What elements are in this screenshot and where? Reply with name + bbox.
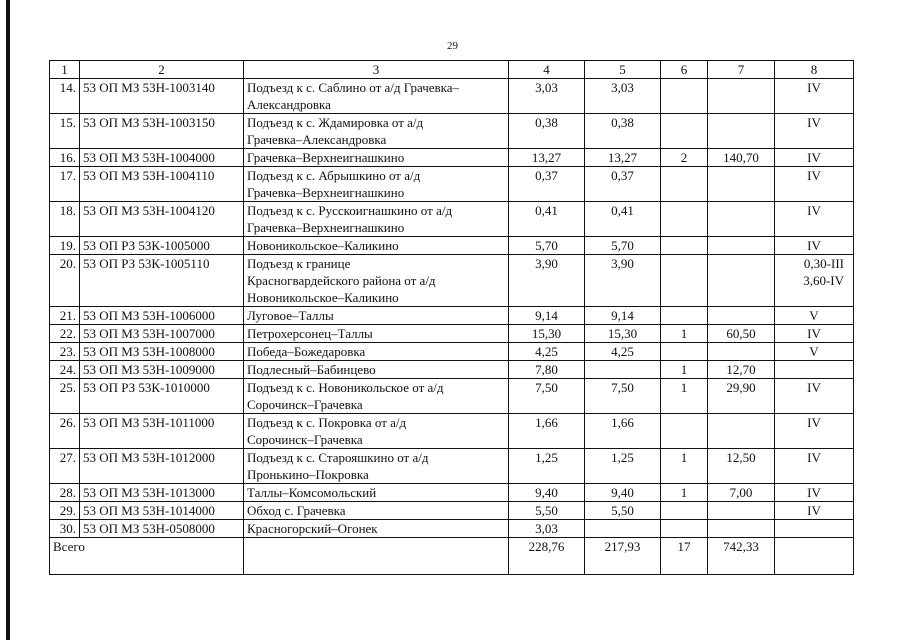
road-code: 53 ОП МЗ 53Н-1007000 <box>80 325 244 343</box>
length-total: 13,27 <box>509 149 585 167</box>
road-code: 53 ОП МЗ 53Н-1003140 <box>80 79 244 114</box>
row-number: 22. <box>50 325 80 343</box>
table-row <box>50 484 854 502</box>
total-bridges-count: 17 <box>661 538 708 575</box>
road-name-line: Подъезд к с. Новоникольское от а/д <box>247 380 444 395</box>
road-category <box>775 414 854 449</box>
road-name <box>244 414 509 449</box>
road-name <box>244 343 509 361</box>
row-number: 28. <box>50 484 80 502</box>
page-number: 29 <box>447 40 458 52</box>
table-row <box>50 307 854 325</box>
total-label: Всего <box>50 538 244 575</box>
length-surfaced: 15,30 <box>585 325 661 343</box>
length-surfaced: 9,40 <box>585 484 661 502</box>
road-category-value: V <box>809 308 819 323</box>
table-row <box>50 414 854 449</box>
length-total: 15,30 <box>509 325 585 343</box>
length-total: 9,40 <box>509 484 585 502</box>
bridges-count: 1 <box>661 449 708 484</box>
road-category-value: 0,30-III <box>803 256 844 271</box>
road-name-line: Таллы–Комсомольский <box>247 485 377 500</box>
header-cell: 2 <box>80 61 244 79</box>
road-name-line: Луговое–Таллы <box>247 308 334 323</box>
road-category-value: IV <box>807 485 821 500</box>
road-category <box>775 79 854 114</box>
table-header-row <box>50 61 854 79</box>
row-number: 17. <box>50 167 80 202</box>
total-length-surfaced: 217,93 <box>585 538 661 575</box>
road-name-line: Сорочинск–Грачевка <box>247 397 363 412</box>
row-number: 23. <box>50 343 80 361</box>
bridges-length <box>708 79 775 114</box>
road-category-value: V <box>809 344 819 359</box>
road-code: 53 ОП МЗ 53Н-0508000 <box>80 520 244 538</box>
road-name-line: Александровка <box>247 97 331 112</box>
road-name-line: Подъезд к с. Абрышкино от а/д <box>247 168 421 183</box>
road-category <box>775 502 854 520</box>
road-name <box>244 202 509 237</box>
table-row <box>50 114 854 149</box>
road-name-line: Победа–Божедаровка <box>247 344 366 359</box>
total-length: 228,76 <box>509 538 585 575</box>
road-name-line: Новоникольское–Каликино <box>247 238 399 253</box>
length-surfaced: 5,70 <box>585 237 661 255</box>
header-cell: 8 <box>775 61 854 79</box>
length-total: 1,66 <box>509 414 585 449</box>
road-name-line: Красногвардейского района от а/д <box>247 273 436 288</box>
row-number: 25. <box>50 379 80 414</box>
road-name <box>244 484 509 502</box>
bridges-length <box>708 167 775 202</box>
bridges-length <box>708 502 775 520</box>
total-bridges-length: 742,33 <box>708 538 775 575</box>
length-total: 9,14 <box>509 307 585 325</box>
table-row <box>50 325 854 343</box>
road-name-line: Подъезд к с. Ждамировка от а/д <box>247 115 424 130</box>
road-name <box>244 502 509 520</box>
table-row <box>50 149 854 167</box>
header-cell: 1 <box>50 61 80 79</box>
bridges-count <box>661 307 708 325</box>
header-cell: 4 <box>509 61 585 79</box>
length-surfaced: 3,03 <box>585 79 661 114</box>
road-category <box>775 379 854 414</box>
header-cell: 7 <box>708 61 775 79</box>
road-code: 53 ОП МЗ 53Н-1014000 <box>80 502 244 520</box>
bridges-count: 1 <box>661 484 708 502</box>
table-row <box>50 502 854 520</box>
length-surfaced: 3,90 <box>585 255 661 307</box>
road-category <box>775 361 854 379</box>
row-number: 21. <box>50 307 80 325</box>
bridges-count: 1 <box>661 361 708 379</box>
row-number: 27. <box>50 449 80 484</box>
row-number: 20. <box>50 255 80 307</box>
road-category-value: IV <box>807 503 821 518</box>
bridges-length <box>708 307 775 325</box>
road-name-line: Подъезд к с. Русскоигнашкино от а/д <box>247 203 453 218</box>
length-surfaced: 0,41 <box>585 202 661 237</box>
road-category-value: 3,60-IV <box>803 273 844 288</box>
road-name-line: Подъезд к с. Покровка от а/д <box>247 415 407 430</box>
table-row <box>50 379 854 414</box>
row-number: 26. <box>50 414 80 449</box>
row-number: 29. <box>50 502 80 520</box>
road-name <box>244 449 509 484</box>
road-name-line: Сорочинск–Грачевка <box>247 432 363 447</box>
road-category-value: IV <box>807 415 821 430</box>
table-row <box>50 343 854 361</box>
road-name-line: Подъезд к границе <box>247 256 351 271</box>
road-category <box>775 449 854 484</box>
table-row <box>50 167 854 202</box>
road-name-line: Подлесный–Бабинцево <box>247 362 376 377</box>
road-category <box>775 307 854 325</box>
road-category <box>775 520 854 538</box>
bridges-length: 12,70 <box>708 361 775 379</box>
road-category <box>775 325 854 343</box>
header-cell: 3 <box>244 61 509 79</box>
bridges-length <box>708 202 775 237</box>
length-surfaced: 1,25 <box>585 449 661 484</box>
bridges-count <box>661 343 708 361</box>
table-row <box>50 202 854 237</box>
bridges-count <box>661 237 708 255</box>
row-number: 18. <box>50 202 80 237</box>
road-code: 53 ОП РЗ 53К-1010000 <box>80 379 244 414</box>
road-code: 53 ОП МЗ 53Н-1008000 <box>80 343 244 361</box>
road-name-line: Подъезд к с. Старояшкино от а/д <box>247 450 429 465</box>
bridges-length: 7,00 <box>708 484 775 502</box>
length-total: 0,37 <box>509 167 585 202</box>
bridges-count <box>661 167 708 202</box>
row-number: 19. <box>50 237 80 255</box>
length-surfaced <box>585 361 661 379</box>
road-code: 53 ОП МЗ 53Н-1006000 <box>80 307 244 325</box>
road-code: 53 ОП МЗ 53Н-1012000 <box>80 449 244 484</box>
table-row <box>50 449 854 484</box>
road-name <box>244 307 509 325</box>
row-number: 15. <box>50 114 80 149</box>
road-name-line: Петрохерсонец–Таллы <box>247 326 373 341</box>
table-body <box>50 61 854 575</box>
header-cell: 5 <box>585 61 661 79</box>
table-row <box>50 520 854 538</box>
length-total: 7,50 <box>509 379 585 414</box>
road-name-line: Грачевка–Верхнеигнашкино <box>247 150 405 165</box>
road-name-line: Пронькино–Покровка <box>247 467 369 482</box>
road-category <box>775 167 854 202</box>
length-total: 3,03 <box>509 79 585 114</box>
road-name <box>244 237 509 255</box>
length-total: 3,03 <box>509 520 585 538</box>
bridges-count <box>661 202 708 237</box>
road-category <box>775 202 854 237</box>
road-name <box>244 361 509 379</box>
row-number: 16. <box>50 149 80 167</box>
length-surfaced: 1,66 <box>585 414 661 449</box>
road-name <box>244 167 509 202</box>
bridges-count <box>661 255 708 307</box>
table-row <box>50 255 854 307</box>
bridges-length <box>708 237 775 255</box>
road-name <box>244 79 509 114</box>
length-surfaced: 0,38 <box>585 114 661 149</box>
road-category-value: IV <box>807 80 821 95</box>
table-row <box>50 361 854 379</box>
bridges-count <box>661 414 708 449</box>
bridges-count: 1 <box>661 325 708 343</box>
length-total: 5,70 <box>509 237 585 255</box>
road-code: 53 ОП РЗ 53К-1005110 <box>80 255 244 307</box>
bridges-length <box>708 255 775 307</box>
bridges-length <box>708 520 775 538</box>
road-name-line: Грачевка–Верхнеигнашкино <box>247 220 405 235</box>
road-code: 53 ОП МЗ 53Н-1009000 <box>80 361 244 379</box>
length-surfaced: 13,27 <box>585 149 661 167</box>
road-code: 53 ОП МЗ 53Н-1004120 <box>80 202 244 237</box>
road-category-value: IV <box>807 150 821 165</box>
length-surfaced: 7,50 <box>585 379 661 414</box>
total-row <box>50 538 854 575</box>
row-number: 30. <box>50 520 80 538</box>
road-code: 53 ОП МЗ 53Н-1004000 <box>80 149 244 167</box>
bridges-length: 29,90 <box>708 379 775 414</box>
road-category <box>775 149 854 167</box>
road-name-line: Грачевка–Александровка <box>247 132 387 147</box>
road-code: 53 ОП МЗ 53Н-1004110 <box>80 167 244 202</box>
bridges-length: 140,70 <box>708 149 775 167</box>
road-name <box>244 520 509 538</box>
road-code: 53 ОП МЗ 53Н-1011000 <box>80 414 244 449</box>
bridges-length: 60,50 <box>708 325 775 343</box>
road-category-value: IV <box>807 203 821 218</box>
row-number: 24. <box>50 361 80 379</box>
road-name-line: Грачевка–Верхнеигнашкино <box>247 185 405 200</box>
length-surfaced: 9,14 <box>585 307 661 325</box>
road-name <box>244 149 509 167</box>
length-total: 1,25 <box>509 449 585 484</box>
total-empty <box>244 538 509 575</box>
row-number: 14. <box>50 79 80 114</box>
road-name-line: Обход с. Грачевка <box>247 503 346 518</box>
road-name <box>244 325 509 343</box>
road-category <box>775 237 854 255</box>
road-category-value: IV <box>807 168 821 183</box>
road-category <box>775 255 854 307</box>
road-name <box>244 379 509 414</box>
bridges-count <box>661 520 708 538</box>
bridges-count: 2 <box>661 149 708 167</box>
road-name-line: Новоникольское–Каликино <box>247 290 399 305</box>
road-category <box>775 484 854 502</box>
total-category-empty <box>775 538 854 575</box>
road-code: 53 ОП РЗ 53К-1005000 <box>80 237 244 255</box>
road-category-value: IV <box>807 238 821 253</box>
table-row <box>50 237 854 255</box>
bridges-count <box>661 502 708 520</box>
road-code: 53 ОП МЗ 53Н-1003150 <box>80 114 244 149</box>
length-surfaced: 5,50 <box>585 502 661 520</box>
road-name-line: Красногорский–Огонек <box>247 521 378 536</box>
road-code: 53 ОП МЗ 53Н-1013000 <box>80 484 244 502</box>
length-total: 0,38 <box>509 114 585 149</box>
bridges-length <box>708 343 775 361</box>
bridges-length: 12,50 <box>708 449 775 484</box>
length-surfaced: 4,25 <box>585 343 661 361</box>
table-row <box>50 79 854 114</box>
road-category-value: IV <box>807 380 821 395</box>
road-name <box>244 114 509 149</box>
bridges-length <box>708 414 775 449</box>
road-name <box>244 255 509 307</box>
length-total: 0,41 <box>509 202 585 237</box>
header-cell: 6 <box>661 61 708 79</box>
length-total: 7,80 <box>509 361 585 379</box>
bridges-length <box>708 114 775 149</box>
page-edge-bar <box>6 0 10 640</box>
road-category-value: IV <box>807 115 821 130</box>
bridges-count: 1 <box>661 379 708 414</box>
road-category <box>775 114 854 149</box>
road-category-value: IV <box>807 326 821 341</box>
road-category-value: IV <box>807 450 821 465</box>
bridges-count <box>661 114 708 149</box>
length-total: 3,90 <box>509 255 585 307</box>
length-total: 5,50 <box>509 502 585 520</box>
length-total: 4,25 <box>509 343 585 361</box>
length-surfaced: 0,37 <box>585 167 661 202</box>
road-category <box>775 343 854 361</box>
length-surfaced <box>585 520 661 538</box>
roads-table <box>49 60 854 575</box>
bridges-count <box>661 79 708 114</box>
road-name-line: Подъезд к с. Саблино от а/д Грачевка– <box>247 80 460 95</box>
